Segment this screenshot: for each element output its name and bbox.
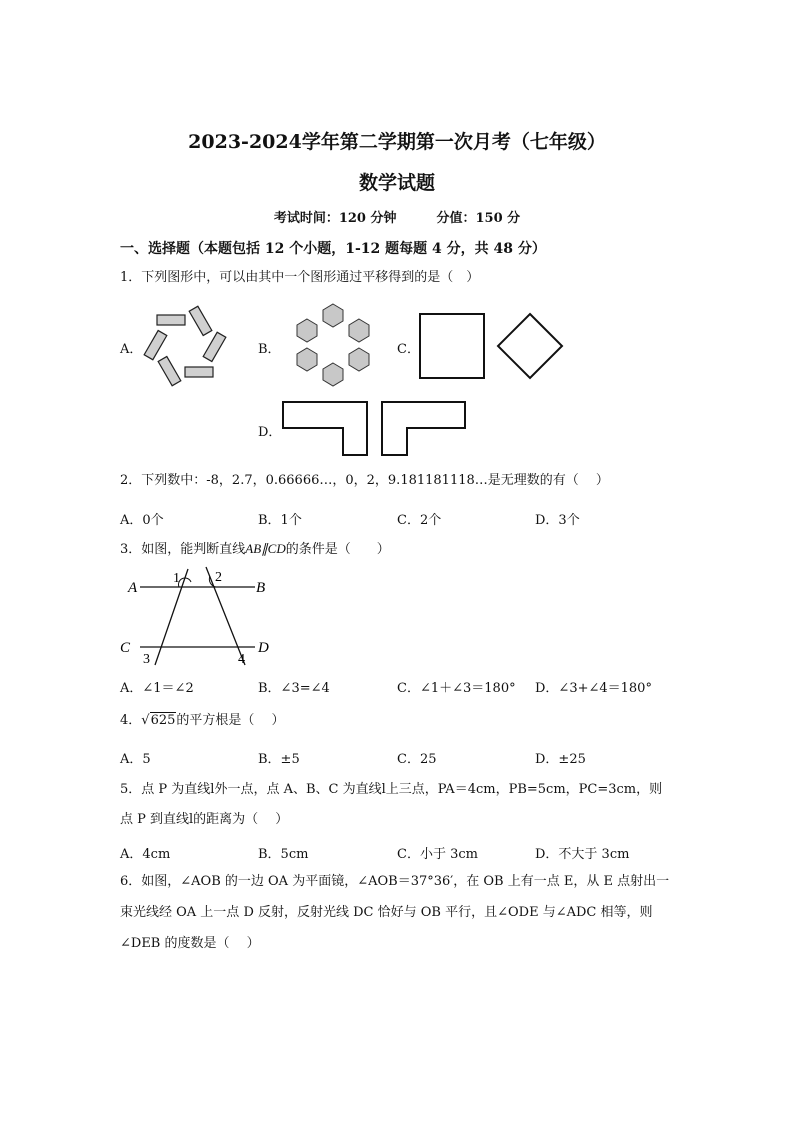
q6-line1: 6．如图，∠AOB 的一边 OA 为平面镜，∠AOB＝37°36′，在 OB 上有一点 E，从 E 点射出一 [120, 874, 670, 889]
q3-stem-after: 的条件是（ ） [285, 542, 390, 557]
q1-label-a: A． [120, 342, 143, 357]
q5-line2: 点 P 到直线l的距离为（ ） [120, 812, 289, 827]
q4-option-a: A．5 [120, 752, 151, 767]
q3-angle-2: 2 [215, 570, 222, 585]
q3-option-b: B．∠3=∠4 [258, 681, 330, 696]
q3-angle-1: 1 [173, 571, 180, 586]
q3-stem-math: AB∥CD [245, 541, 286, 556]
q5-line1: 5．点 P 为直线l外一点，点 A、B、C 为直线l上三点，PA＝4cm，PB=5cm，PC=3cm，则 [120, 782, 663, 797]
q1-figure-d [282, 401, 472, 461]
q3-option-d: D．∠3+∠4＝180° [535, 681, 652, 696]
sqrt-icon: √ [141, 713, 150, 728]
q3-label-c: C [120, 640, 131, 656]
q1-figure-a [140, 306, 260, 386]
q3-stem-before: 3．如图，能判断直线 [120, 542, 246, 557]
q1-label-d: D． [258, 425, 282, 440]
q1-figure-b [278, 300, 368, 390]
q3-option-a: A．∠1＝∠2 [120, 681, 194, 696]
q3-label-a: A [128, 580, 138, 596]
exam-meta [0, 207, 794, 226]
q4-option-b: B．±5 [258, 752, 300, 767]
q3-angle-3: 3 [143, 652, 150, 667]
q3-figure [118, 562, 278, 672]
section-heading: 一、选择题（本题包括 12 个小题，1-12 题每题 4 分，共 48 分） [120, 241, 546, 257]
q3-label-d: D [258, 640, 269, 656]
q3-option-c: C．∠1＋∠3＝180° [397, 681, 516, 696]
q4-radicand: 625 [150, 713, 176, 728]
q2-option-d: D．3个 [535, 513, 580, 528]
q2-stem: 2．下列数中：-8，2.7，0.66666…，0，2，9.181181118…是无理数的有（ ） [120, 473, 609, 488]
q2-option-c: C．2个 [397, 513, 442, 528]
q6-line2: 束光线经 OA 上一点 D 反射，反射光线 DC 恰好与 OB 平行，且∠ODE 与∠ADC 相等，则 [120, 905, 653, 920]
exam-title: 2023-2024学年第二学期第一次月考（七年级） [188, 131, 606, 153]
q3-stem [120, 540, 390, 559]
q1-figure-c [418, 312, 568, 382]
q5-option-b: B．5cm [258, 847, 309, 862]
q1-label-c: C． [397, 342, 420, 357]
q4-stem [120, 712, 285, 730]
q5-option-d: D．不大于 3cm [535, 847, 630, 862]
exam-time: 考试时间：120 分钟 [273, 211, 397, 226]
q6-line3: ∠DEB 的度数是（ ） [120, 936, 260, 951]
q4-stem-after: 的平方根是（ ） [176, 713, 285, 728]
q1-stem: 1．下列图形中，可以由其中一个图形通过平移得到的是（ ） [120, 270, 480, 285]
q1-label-b: B． [258, 342, 281, 357]
q3-label-b: B [256, 580, 266, 596]
q4-option-c: C．25 [397, 752, 437, 767]
q3-angle-4: 4 [238, 652, 245, 667]
q4-option-d: D．±25 [535, 752, 586, 767]
exam-score: 分值：150 分 [436, 211, 521, 226]
q2-option-b: B．1个 [258, 513, 302, 528]
exam-subject: 数学试题 [358, 172, 435, 194]
q2-option-a: A．0个 [120, 513, 164, 528]
q5-option-a: A．4cm [120, 847, 171, 862]
q5-option-c: C．小于 3cm [397, 847, 478, 862]
q4-num: 4． [120, 713, 142, 728]
